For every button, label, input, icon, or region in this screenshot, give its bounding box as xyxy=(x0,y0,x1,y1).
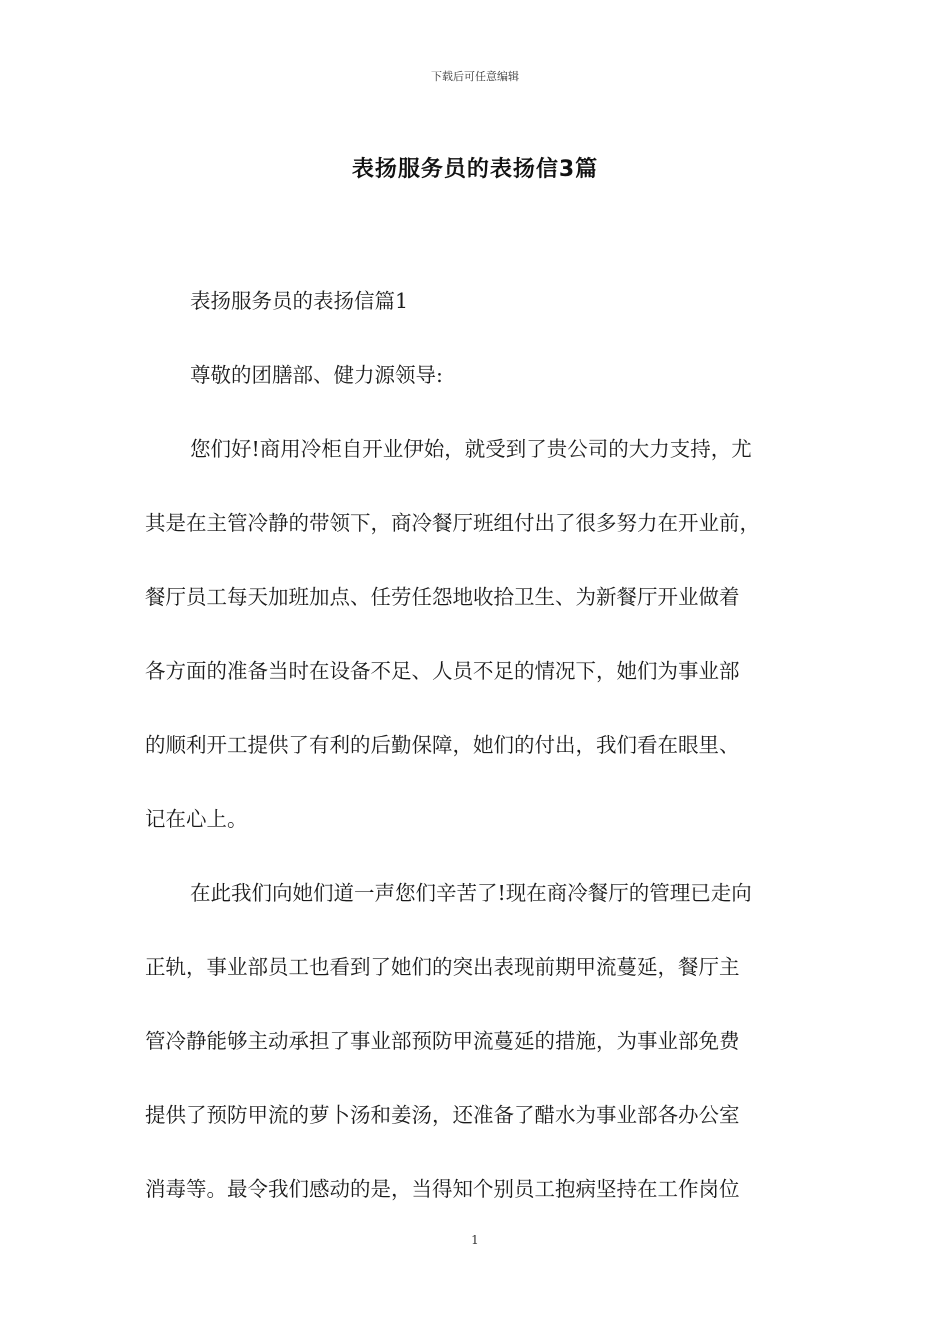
paragraph-line: 提供了预防甲流的萝卜汤和姜汤，还准备了醋水为事业部各办公室 xyxy=(145,1103,740,1127)
paragraph-line: 餐厅员工每天加班加点、任劳任怨地收拾卫生、为新餐厅开业做着 xyxy=(145,585,740,609)
paragraph-line: 管冷静能够主动承担了事业部预防甲流蔓延的措施，为事业部免费 xyxy=(145,1029,740,1053)
header-note: 下载后可任意编辑 xyxy=(431,70,519,83)
document-body xyxy=(145,264,817,1226)
paragraph-line: 您们好!商用冷柜自开业伊始，就受到了贵公司的大力支持，尤 xyxy=(190,437,752,461)
paragraph-line: 的顺利开工提供了有利的后勤保障，她们的付出，我们看在眼里、 xyxy=(145,733,740,757)
paragraph-line: 正轨，事业部员工也看到了她们的突出表现前期甲流蔓延，餐厅主 xyxy=(145,955,740,979)
paragraph-line: 其是在主管冷静的带领下，商冷餐厅班组付出了很多努力在开业前， xyxy=(145,511,760,535)
section-heading: 表扬服务员的表扬信篇1 xyxy=(190,289,409,313)
paragraph-line: 各方面的准备当时在设备不足、人员不足的情况下，她们为事业部 xyxy=(145,659,740,683)
page-number: 1 xyxy=(471,1233,479,1247)
salutation: 尊敬的团膳部、健力源领导: xyxy=(190,363,443,387)
paragraph-line: 消毒等。最令我们感动的是，当得知个别员工抱病坚持在工作岗位 xyxy=(145,1177,740,1201)
paragraph-1 xyxy=(145,412,817,856)
paragraph-line: 记在心上。 xyxy=(145,807,248,831)
paragraph-2 xyxy=(145,856,817,1226)
document-title: 表扬服务员的表扬信3篇 xyxy=(351,157,599,182)
paragraph-line: 在此我们向她们道一声您们辛苦了!现在商冷餐厅的管理已走向 xyxy=(190,881,752,905)
